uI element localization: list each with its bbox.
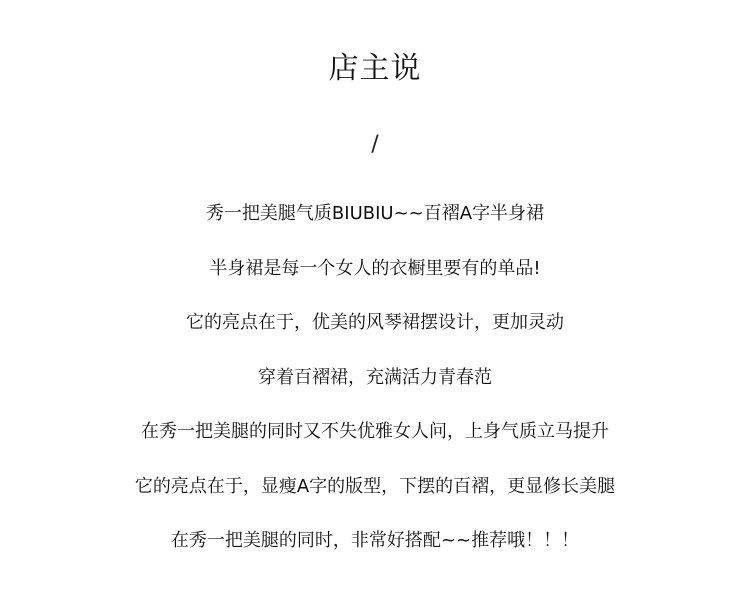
description-line: 它的亮点在于，优美的风琴裙摆设计，更加灵动 [186, 312, 564, 333]
description-line: 穿着百褶裙，充满活力青春范 [258, 366, 492, 388]
description-line: 它的亮点在于，显瘦A字的版型，下摆的百褶，更显修长美腿 [134, 475, 616, 497]
divider-slash: / [371, 132, 379, 157]
description-line: 半身裙是每一个女人的衣橱里要有的单品! [209, 257, 541, 279]
description-line: 在秀一把美腿的同时又不失优雅女人问，上身气质立马提升 [141, 421, 609, 442]
page-title: 店主说 [328, 51, 422, 86]
description-line: 秀一把美腿气质BIUBIU~~百褶A字半身裙 [205, 203, 545, 224]
description-list [0, 199, 750, 581]
description-line: 在秀一把美腿的同时，非常好搭配~~推荐哦！！！ [170, 530, 580, 551]
